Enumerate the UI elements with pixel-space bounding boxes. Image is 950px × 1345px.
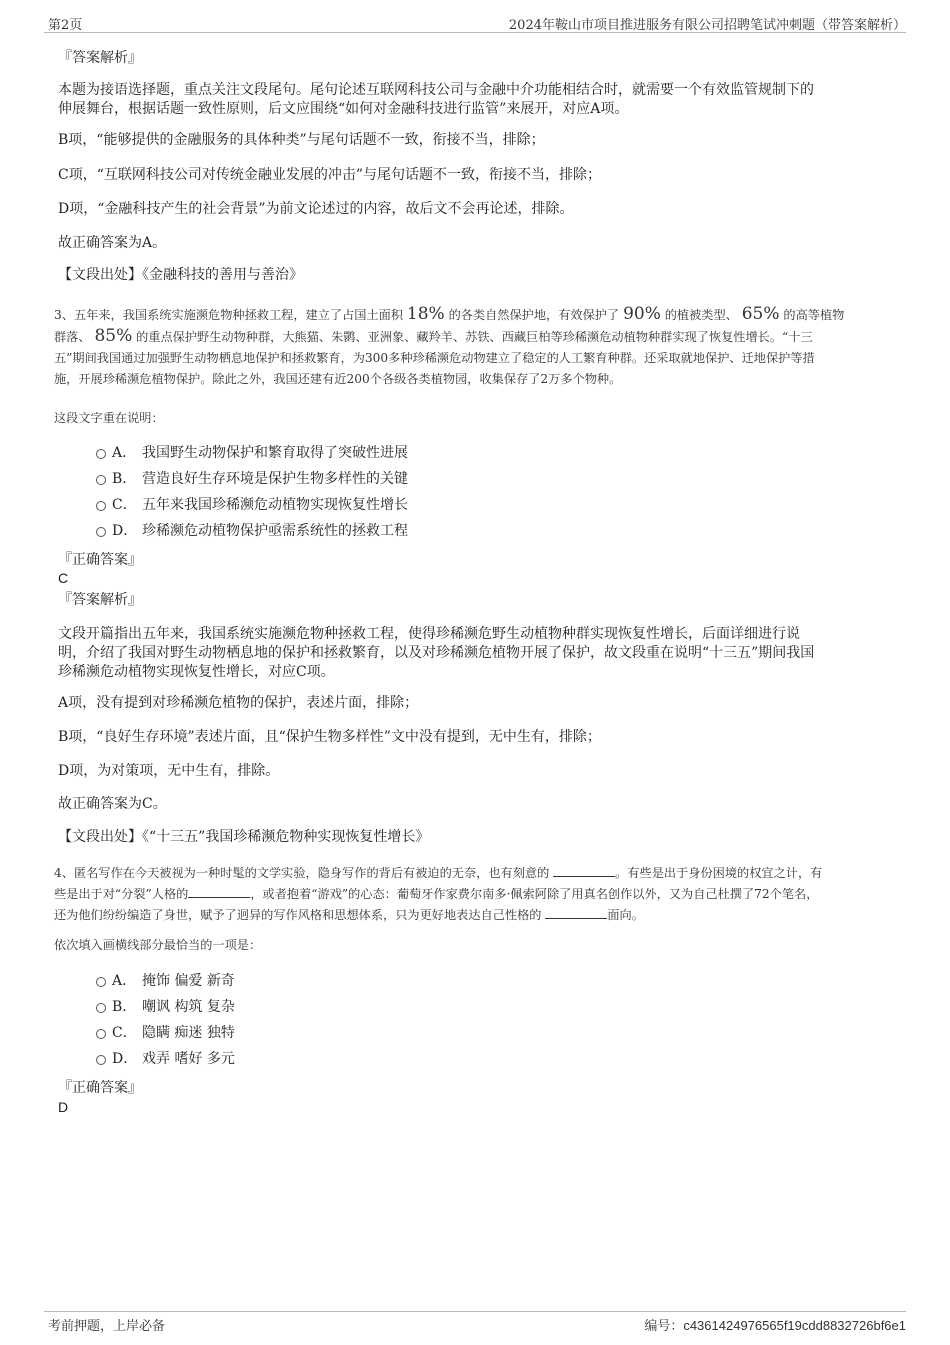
q4-option-d[interactable] [96, 1049, 235, 1069]
q3-stem-line: 施，开展珍稀濒危植物保护。除此之外，我国还建有近200个各级各类植物园，收集保存了2万多个物种。 [54, 372, 622, 386]
q3-text: 的重点保护野生动物种群，大熊猫、朱鹮、亚洲象、藏羚羊、苏铁、西藏巨柏等珍稀濒危动植物种群实现了恢复性增长。“十三 [136, 330, 813, 344]
q4-answer-heading: 『正确答案』 [58, 1080, 142, 1096]
option-letter: A． [112, 445, 137, 461]
q4-text: 还为他们纷纷编造了身世，赋予了迥异的写作风格和思想体系，只为更好地表达自己性格的 [54, 908, 542, 922]
fill-blank[interactable] [188, 886, 250, 898]
document-title: 2024年鞍山市项目推进服务有限公司招聘笔试冲刺题（带答案解析） [508, 18, 906, 33]
radio-icon[interactable] [96, 1055, 106, 1065]
option-text: 掩饰 偏爱 新奇 [142, 973, 235, 989]
footer-slogan: 考前押题，上岸必备 [48, 1319, 166, 1334]
code-value: c4361424976565f19cdd8832726bf6e1 [683, 1318, 906, 1333]
q3-option-d[interactable] [96, 521, 408, 541]
option-letter: C． [112, 1025, 137, 1041]
q4-stem-line [54, 905, 896, 926]
radio-icon[interactable] [96, 527, 106, 537]
code-label: 编号： [644, 1319, 684, 1334]
option-letter: B． [112, 999, 137, 1015]
q3-answer-heading: 『正确答案』 [58, 552, 142, 568]
q4-stem-line [54, 884, 896, 905]
q4-text: 些是出于对“分裂”人格的 [54, 887, 189, 901]
q4-stem [54, 863, 896, 926]
q4-text: 4、匿名写作在今天被视为一种时髦的文学实验，隐身写作的背后有被迫的无奈，也有刻意的 [54, 866, 550, 880]
q3-text: 的各类自然保护地，有效保护了 [448, 308, 620, 322]
q3-analysis-line: 文段开篇指出五年来，我国系统实施濒危物种拯救工程，使得珍稀濒危野生动植物种群实现恢复性增长，后面详细进行说 [58, 626, 800, 642]
page-header [0, 0, 950, 36]
q3-option-b-analysis: B项，“良好生存环境”表述片面，且“保护生物多样性”文中没有提到，无中生有，排除； [58, 729, 601, 745]
q3-option-a[interactable] [96, 443, 408, 463]
option-text: 嘲讽 构筑 复杂 [142, 999, 235, 1015]
q3-text: 的植被类型、 [664, 308, 738, 322]
radio-icon[interactable] [96, 501, 106, 511]
q3-prompt: 这段文字重在说明： [54, 411, 164, 425]
option-text: 珍稀濒危动植物保护亟需系统性的拯救工程 [142, 523, 408, 539]
q3-source: 【文段出处】《“十三五”我国珍稀濒危物种实现恢复性增长》 [58, 829, 430, 845]
q3-option-d-analysis: D项，为对策项，无中生有，排除。 [58, 763, 280, 779]
q3-conclusion: 故正确答案为C。 [58, 796, 167, 812]
q4-text: ，或者抱着“游戏”的心态：葡萄牙作家费尔南多·佩索阿除了用真名创作以外，又为自己杜撰了72个笔名， [250, 887, 819, 901]
q3-analysis-line: 明，介绍了我国对野生动物栖息地的保护和拯救繁育，以及对珍稀濒危植物开展了保护，故文段重在说明“十三五”期间我国 [58, 645, 815, 661]
q3-percent: 85% [94, 326, 133, 346]
q2-option-d-analysis: D项，“金融科技产生的社会背景”为前文论述过的内容，故后文不会再论述，排除。 [58, 201, 574, 217]
option-text: 我国野生动物保护和繁育取得了突破性进展 [142, 445, 408, 461]
q3-option-b[interactable] [96, 469, 408, 489]
q2-option-c-analysis: C项，“互联网科技公司对传统金融业发展的冲击”与尾句话题不一致，衔接不当，排除； [58, 167, 602, 183]
q3-percent: 65% [741, 304, 780, 324]
page-number: 第2页 [48, 18, 83, 33]
q3-analysis-text [58, 625, 888, 682]
option-text: 营造良好生存环境是保护生物多样性的关键 [142, 471, 408, 487]
radio-icon[interactable] [96, 449, 106, 459]
q2-analysis-text [58, 81, 888, 119]
q3-option-c[interactable] [96, 495, 408, 515]
option-text: 戏弄 嗜好 多元 [142, 1051, 235, 1067]
footer-divider [44, 1311, 906, 1312]
q3-text: 的高等植物 [783, 308, 845, 322]
radio-icon[interactable] [96, 1003, 106, 1013]
q4-prompt: 依次填入画横线部分最恰当的一项是： [54, 938, 262, 952]
q4-option-c[interactable] [96, 1023, 235, 1043]
radio-icon[interactable] [96, 1029, 106, 1039]
q3-analysis-heading: 『答案解析』 [58, 592, 142, 608]
q3-stem-line [54, 304, 896, 326]
q3-text: 群落、 [54, 330, 91, 344]
q3-answer: C [58, 570, 69, 586]
fill-blank[interactable] [545, 907, 607, 919]
q2-source: 【文段出处】《金融科技的善用与善治》 [58, 267, 303, 283]
q4-text: 。有些是出于身份困境的权宜之计，有 [615, 866, 823, 880]
fill-blank[interactable] [553, 865, 615, 877]
q3-percent: 18% [406, 304, 445, 324]
q3-stem-line: 五”期间我国通过加强野生动物栖息地保护和拯救繁育，为300多种珍稀濒危动物建立了稳定的人工繁育种群。还采取就地保护、迁地保护等措 [54, 351, 815, 365]
q2-analysis-heading: 『答案解析』 [58, 50, 142, 66]
option-text: 五年来我国珍稀濒危动植物实现恢复性增长 [142, 497, 408, 513]
q4-option-a[interactable] [96, 971, 235, 991]
q3-text: 3、五年来，我国系统实施濒危物种拯救工程，建立了占国土面积 [54, 308, 404, 322]
q2-analysis-line: 伸展舞台，根据话题一致性原则，后文应围绕“如何对金融科技进行监管”来展开，对应A项。 [58, 101, 629, 117]
option-letter: B． [112, 471, 137, 487]
option-letter: D． [112, 523, 138, 539]
header-divider [44, 32, 906, 33]
option-text: 隐瞒 痴迷 独特 [142, 1025, 235, 1041]
q3-option-a-analysis: A项，没有提到对珍稀濒危植物的保护，表述片面，排除； [58, 695, 419, 711]
q2-conclusion: 故正确答案为A。 [58, 235, 167, 251]
q4-stem-line [54, 863, 896, 884]
q3-stem-line [54, 326, 896, 348]
q2-option-b-analysis: B项，“能够提供的金融服务的具体种类”与尾句话题不一致，衔接不当，排除； [58, 132, 545, 148]
q2-analysis-line: 本题为接语选择题，重点关注文段尾句。尾句论述互联网科技公司与金融中介功能相结合时，就需要一个有效监管规制下的 [58, 82, 814, 98]
option-letter: A． [112, 973, 137, 989]
page-footer [0, 1305, 950, 1345]
document-code [644, 1315, 906, 1334]
radio-icon[interactable] [96, 475, 106, 485]
option-letter: D． [112, 1051, 138, 1067]
option-letter: C． [112, 497, 137, 513]
radio-icon[interactable] [96, 977, 106, 987]
q4-text: 面向。 [607, 908, 644, 922]
q3-stem [54, 304, 896, 390]
q4-answer: D [58, 1099, 69, 1115]
q4-option-b[interactable] [96, 997, 235, 1017]
q3-percent: 90% [623, 304, 661, 324]
q3-analysis-line: 珍稀濒危动植物实现恢复性增长，对应C项。 [58, 664, 335, 680]
